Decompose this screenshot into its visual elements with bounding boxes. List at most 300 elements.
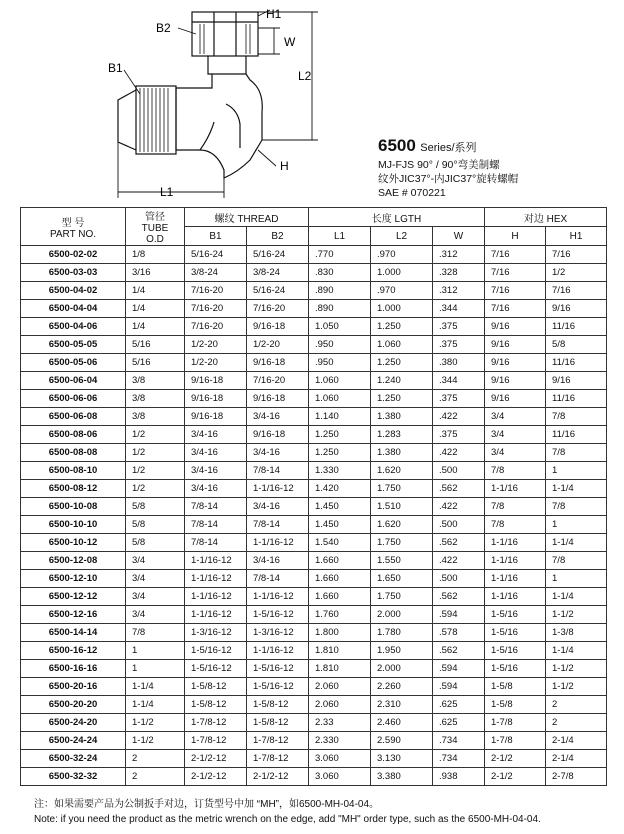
table-row bbox=[21, 678, 607, 696]
table-cell: 1-7/8-12 bbox=[247, 750, 309, 768]
part-number-cell: 6500-08-08 bbox=[21, 444, 126, 462]
table-cell: .422 bbox=[433, 552, 485, 570]
table-cell: 1-5/8-12 bbox=[247, 714, 309, 732]
table-cell: .970 bbox=[371, 246, 433, 264]
table-cell: 7/8 bbox=[546, 444, 607, 462]
table-cell: 1.250 bbox=[371, 354, 433, 372]
table-cell: 3/4-16 bbox=[247, 552, 309, 570]
note-en: Note: if you need the product as the metric wrench on the edge, add "MH" order type, such as the 6500-MH-04-04. bbox=[34, 814, 541, 825]
table-cell: 1.810 bbox=[309, 642, 371, 660]
table-row bbox=[21, 264, 607, 282]
table-cell: 1/8 bbox=[126, 246, 185, 264]
table-row bbox=[21, 696, 607, 714]
part-number-cell: 6500-12-16 bbox=[21, 606, 126, 624]
table-cell: 2-1/2 bbox=[485, 750, 546, 768]
table-cell: 1.240 bbox=[371, 372, 433, 390]
table-cell: 7/16-20 bbox=[247, 300, 309, 318]
table-cell: 7/8 bbox=[485, 462, 546, 480]
table-cell: 3/4 bbox=[126, 588, 185, 606]
header-b2: B2 bbox=[247, 227, 309, 246]
table-row bbox=[21, 300, 607, 318]
part-number-cell: 6500-10-10 bbox=[21, 516, 126, 534]
table-cell: 7/16-20 bbox=[185, 318, 247, 336]
table-cell: 9/16 bbox=[485, 390, 546, 408]
table-cell: .625 bbox=[433, 714, 485, 732]
table-cell: 1-1/4 bbox=[546, 480, 607, 498]
table-cell: 1-7/8-12 bbox=[185, 714, 247, 732]
table-cell: 1-7/8 bbox=[485, 714, 546, 732]
table-cell: 1/2 bbox=[126, 444, 185, 462]
table-cell: 3.060 bbox=[309, 768, 371, 786]
table-cell: 1-1/16 bbox=[485, 552, 546, 570]
table-cell: 1-3/16-12 bbox=[185, 624, 247, 642]
label-l2: L2 bbox=[298, 69, 312, 83]
series-title bbox=[378, 136, 477, 156]
table-cell: 7/8-14 bbox=[185, 498, 247, 516]
table-row bbox=[21, 372, 607, 390]
table-cell: .594 bbox=[433, 678, 485, 696]
part-number-cell: 6500-04-02 bbox=[21, 282, 126, 300]
table-cell: 7/8 bbox=[485, 516, 546, 534]
part-number-cell: 6500-16-16 bbox=[21, 660, 126, 678]
table-cell: 1.050 bbox=[309, 318, 371, 336]
table-row bbox=[21, 498, 607, 516]
part-number-cell: 6500-20-20 bbox=[21, 696, 126, 714]
table-cell: .890 bbox=[309, 300, 371, 318]
table-cell: 2.310 bbox=[371, 696, 433, 714]
part-number-cell: 6500-04-06 bbox=[21, 318, 126, 336]
table-cell: 3/4 bbox=[485, 426, 546, 444]
table-cell: .830 bbox=[309, 264, 371, 282]
table-row bbox=[21, 480, 607, 498]
table-row bbox=[21, 750, 607, 768]
table-cell: 2-1/2-12 bbox=[247, 768, 309, 786]
part-number-cell: 6500-05-05 bbox=[21, 336, 126, 354]
table-cell: 2-1/2-12 bbox=[185, 750, 247, 768]
table-cell: 3/4-16 bbox=[247, 444, 309, 462]
table-cell: 1.250 bbox=[309, 426, 371, 444]
table-cell: 1/2 bbox=[126, 426, 185, 444]
table-cell: .375 bbox=[433, 318, 485, 336]
part-number-cell: 6500-12-12 bbox=[21, 588, 126, 606]
label-h1: H1 bbox=[266, 7, 282, 21]
table-cell: 1.250 bbox=[371, 318, 433, 336]
description-line-3: SAE # 070221 bbox=[378, 187, 446, 199]
table-cell: 1-1/2 bbox=[546, 606, 607, 624]
table-cell: 3/8 bbox=[126, 408, 185, 426]
table-cell: 1/2 bbox=[546, 264, 607, 282]
table-cell: .312 bbox=[433, 282, 485, 300]
table-cell: 1.650 bbox=[371, 570, 433, 588]
table-cell: .562 bbox=[433, 480, 485, 498]
note-cn: 注：如果需要产品为公制扳手对边，订货型号中加 “MH”，如6500-MH-04-04。 bbox=[34, 799, 380, 810]
table-cell: 9/16 bbox=[485, 354, 546, 372]
table-row bbox=[21, 318, 607, 336]
table-cell: 3/4-16 bbox=[185, 426, 247, 444]
label-b2: B2 bbox=[156, 21, 171, 35]
table-cell: 5/8 bbox=[126, 498, 185, 516]
table-cell: 1/2-20 bbox=[185, 336, 247, 354]
table-cell: 1-1/16-12 bbox=[247, 588, 309, 606]
table-cell: 7/16 bbox=[485, 264, 546, 282]
table-cell: 2.060 bbox=[309, 678, 371, 696]
table-cell: 1-5/16 bbox=[485, 642, 546, 660]
table-cell: 1-1/16-12 bbox=[247, 480, 309, 498]
table-cell: .734 bbox=[433, 732, 485, 750]
table-cell: .950 bbox=[309, 336, 371, 354]
table-cell: 2.060 bbox=[309, 696, 371, 714]
table-cell: 9/16 bbox=[546, 372, 607, 390]
table-cell: 1.510 bbox=[371, 498, 433, 516]
table-cell: 1-5/8-12 bbox=[247, 696, 309, 714]
header-part-cn: 型 号 bbox=[61, 217, 85, 229]
table-cell: 1.380 bbox=[371, 408, 433, 426]
table-row bbox=[21, 426, 607, 444]
table-cell: .375 bbox=[433, 426, 485, 444]
table-cell: 3/4-16 bbox=[247, 408, 309, 426]
table-cell: .562 bbox=[433, 642, 485, 660]
notes bbox=[34, 797, 541, 827]
series-suffix: Series/系列 bbox=[420, 142, 477, 154]
table-cell: 1.660 bbox=[309, 552, 371, 570]
table-cell: 7/8 bbox=[485, 498, 546, 516]
part-number-cell: 6500-24-24 bbox=[21, 732, 126, 750]
spec-table bbox=[20, 207, 607, 786]
table-cell: 1.800 bbox=[309, 624, 371, 642]
table-cell: 3/4 bbox=[126, 606, 185, 624]
part-number-cell: 6500-04-04 bbox=[21, 300, 126, 318]
table-cell: 1.140 bbox=[309, 408, 371, 426]
table-cell: 3/8-24 bbox=[247, 264, 309, 282]
table-cell: 7/8 bbox=[546, 408, 607, 426]
table-cell: 1-5/8 bbox=[485, 696, 546, 714]
table-cell: .734 bbox=[433, 750, 485, 768]
table-cell: 3/4-16 bbox=[247, 498, 309, 516]
table-cell: 1.760 bbox=[309, 606, 371, 624]
table-cell: 1.750 bbox=[371, 534, 433, 552]
table-cell: 11/16 bbox=[546, 354, 607, 372]
table-cell: 2 bbox=[126, 750, 185, 768]
table-cell: 11/16 bbox=[546, 426, 607, 444]
table-cell: 1-1/16 bbox=[485, 534, 546, 552]
table-cell: 9/16-18 bbox=[247, 354, 309, 372]
table-cell: 5/8 bbox=[126, 516, 185, 534]
table-cell: 1-1/2 bbox=[546, 678, 607, 696]
label-h: H bbox=[280, 159, 289, 173]
table-cell: 3/4 bbox=[485, 444, 546, 462]
table-cell: 1-1/16-12 bbox=[185, 552, 247, 570]
table-cell: 2-1/2-12 bbox=[185, 768, 247, 786]
table-cell: .312 bbox=[433, 246, 485, 264]
swivel-nut-hex bbox=[192, 12, 258, 56]
table-row bbox=[21, 570, 607, 588]
table-cell: .375 bbox=[433, 336, 485, 354]
part-number-cell: 6500-16-12 bbox=[21, 642, 126, 660]
table-cell: 1-1/16 bbox=[485, 570, 546, 588]
table-cell: .375 bbox=[433, 390, 485, 408]
part-number-cell: 6500-10-08 bbox=[21, 498, 126, 516]
table-cell: 1.950 bbox=[371, 642, 433, 660]
table-row bbox=[21, 624, 607, 642]
table-cell: 1.810 bbox=[309, 660, 371, 678]
table-cell: 1.000 bbox=[371, 264, 433, 282]
table-cell: .344 bbox=[433, 300, 485, 318]
table-cell: 9/16 bbox=[485, 318, 546, 336]
table-cell: 3.380 bbox=[371, 768, 433, 786]
table-row bbox=[21, 462, 607, 480]
label-l1: L1 bbox=[160, 185, 174, 199]
table-cell: 1-5/16-12 bbox=[185, 642, 247, 660]
header-thread: 螺纹 THREAD bbox=[185, 208, 309, 227]
table-cell: 7/16-20 bbox=[247, 372, 309, 390]
table-cell: 7/16-20 bbox=[185, 282, 247, 300]
table-cell: 3/4 bbox=[126, 552, 185, 570]
table-cell: 1-1/16 bbox=[485, 480, 546, 498]
table-cell: 7/8-14 bbox=[185, 534, 247, 552]
table-cell: 5/16-24 bbox=[247, 282, 309, 300]
table-cell: 5/16 bbox=[126, 336, 185, 354]
table-cell: .594 bbox=[433, 660, 485, 678]
part-number-cell: 6500-12-08 bbox=[21, 552, 126, 570]
table-row bbox=[21, 732, 607, 750]
table-cell: 11/16 bbox=[546, 318, 607, 336]
part-number-cell: 6500-06-08 bbox=[21, 408, 126, 426]
table-cell: 7/8 bbox=[546, 498, 607, 516]
table-cell: 1-1/16-12 bbox=[185, 570, 247, 588]
table-row bbox=[21, 246, 607, 264]
label-w: W bbox=[284, 35, 296, 49]
table-cell: 9/16-18 bbox=[185, 372, 247, 390]
table-cell: .970 bbox=[371, 282, 433, 300]
table-cell: .950 bbox=[309, 354, 371, 372]
table-cell: .938 bbox=[433, 768, 485, 786]
table-cell: .890 bbox=[309, 282, 371, 300]
part-number-cell: 6500-06-06 bbox=[21, 390, 126, 408]
table-cell: 1.250 bbox=[309, 444, 371, 462]
table-cell: 1-3/8 bbox=[546, 624, 607, 642]
table-cell: 7/16 bbox=[485, 282, 546, 300]
table-row bbox=[21, 660, 607, 678]
table-cell: 1-1/4 bbox=[126, 696, 185, 714]
part-number-cell: 6500-08-12 bbox=[21, 480, 126, 498]
table-cell: 1/2 bbox=[126, 462, 185, 480]
table-cell: 1.750 bbox=[371, 588, 433, 606]
part-number-cell: 6500-14-14 bbox=[21, 624, 126, 642]
table-cell: 1-1/4 bbox=[546, 534, 607, 552]
table-cell: 1-1/16 bbox=[485, 588, 546, 606]
table-cell: 1-5/8 bbox=[485, 678, 546, 696]
table-cell: 7/8-14 bbox=[247, 516, 309, 534]
table-cell: 7/8 bbox=[126, 624, 185, 642]
table-cell: .562 bbox=[433, 588, 485, 606]
table-cell: 5/8 bbox=[546, 336, 607, 354]
table-cell: .500 bbox=[433, 516, 485, 534]
table-cell: 2 bbox=[546, 714, 607, 732]
table-cell: .422 bbox=[433, 498, 485, 516]
part-number-cell: 6500-20-16 bbox=[21, 678, 126, 696]
table-cell: 1/4 bbox=[126, 300, 185, 318]
part-number-cell: 6500-32-32 bbox=[21, 768, 126, 786]
table-cell: 3/4 bbox=[126, 570, 185, 588]
table-cell: 1.060 bbox=[309, 390, 371, 408]
table-row bbox=[21, 336, 607, 354]
table-cell: 1.450 bbox=[309, 516, 371, 534]
table-cell: 1-1/16-12 bbox=[185, 588, 247, 606]
table-cell: 1-5/16-12 bbox=[247, 660, 309, 678]
header-w: W bbox=[433, 227, 485, 246]
fitting-drawing bbox=[0, 0, 624, 205]
table-cell: 2.260 bbox=[371, 678, 433, 696]
elbow-body bbox=[176, 74, 262, 178]
table-cell: 1-7/8-12 bbox=[185, 732, 247, 750]
description-line-2: 纹外JIC37°-内JIC37°旋转螺帽 bbox=[378, 173, 519, 185]
table-cell: 1-5/8-12 bbox=[185, 696, 247, 714]
table-cell: 3/8 bbox=[126, 372, 185, 390]
part-number-cell: 6500-08-06 bbox=[21, 426, 126, 444]
part-number-cell: 6500-24-20 bbox=[21, 714, 126, 732]
table-cell: 1-5/16-12 bbox=[185, 660, 247, 678]
table-cell: 1-1/16-12 bbox=[185, 606, 247, 624]
table-cell: 1-1/16-12 bbox=[247, 534, 309, 552]
table-row bbox=[21, 534, 607, 552]
table-cell: 2.590 bbox=[371, 732, 433, 750]
table-cell: 1-7/8 bbox=[485, 732, 546, 750]
table-cell: 7/8 bbox=[546, 552, 607, 570]
table-row bbox=[21, 606, 607, 624]
header-b1: B1 bbox=[185, 227, 247, 246]
header-tube-cn: 管径 bbox=[145, 212, 165, 223]
table-cell: 1-5/16-12 bbox=[247, 606, 309, 624]
table-cell: 2-7/8 bbox=[546, 768, 607, 786]
table-cell: 3/4 bbox=[485, 408, 546, 426]
table-cell: 2.000 bbox=[371, 606, 433, 624]
header-tube-od bbox=[126, 208, 185, 246]
header-part-en: PART NO. bbox=[49, 228, 97, 240]
table-cell: 1.620 bbox=[371, 462, 433, 480]
header-l2: L2 bbox=[371, 227, 433, 246]
table-cell: 1.330 bbox=[309, 462, 371, 480]
table-cell: 1.660 bbox=[309, 588, 371, 606]
table-cell: 1/4 bbox=[126, 318, 185, 336]
table-cell: 2-1/2 bbox=[485, 768, 546, 786]
table-cell: 1.550 bbox=[371, 552, 433, 570]
table-cell: 1-5/16 bbox=[485, 606, 546, 624]
table-cell: 7/16-20 bbox=[185, 300, 247, 318]
table-cell: 1.283 bbox=[371, 426, 433, 444]
table-cell: 1 bbox=[546, 462, 607, 480]
table-cell: 3/4-16 bbox=[185, 462, 247, 480]
table-cell: 1-7/8-12 bbox=[247, 732, 309, 750]
table-cell: .422 bbox=[433, 444, 485, 462]
table-cell: 2.330 bbox=[309, 732, 371, 750]
table-cell: 1-1/2 bbox=[126, 732, 185, 750]
table-cell: 9/16 bbox=[485, 372, 546, 390]
table-cell: 1 bbox=[546, 570, 607, 588]
table-cell: .328 bbox=[433, 264, 485, 282]
label-b1: B1 bbox=[108, 61, 123, 75]
header-length: 长度 LGTH bbox=[309, 208, 485, 227]
table-cell: .625 bbox=[433, 696, 485, 714]
table-cell: 1-1/16-12 bbox=[247, 642, 309, 660]
table-row bbox=[21, 642, 607, 660]
table-cell: 1-1/2 bbox=[546, 660, 607, 678]
table-cell: 2-1/4 bbox=[546, 750, 607, 768]
nut-neck bbox=[208, 56, 246, 74]
header-l1: L1 bbox=[309, 227, 371, 246]
table-cell: 1.620 bbox=[371, 516, 433, 534]
table-cell: 3/8 bbox=[126, 390, 185, 408]
table-cell: 1.750 bbox=[371, 480, 433, 498]
table-cell: 1/2-20 bbox=[185, 354, 247, 372]
table-cell: .594 bbox=[433, 606, 485, 624]
table-row bbox=[21, 768, 607, 786]
table-row bbox=[21, 552, 607, 570]
table-cell: 1.660 bbox=[309, 570, 371, 588]
table-cell: 2.460 bbox=[371, 714, 433, 732]
table-cell: 3/4-16 bbox=[185, 480, 247, 498]
description-line-1: MJ-FJS 90° / 90°弯美制螺 bbox=[378, 159, 500, 171]
table-cell: 5/16 bbox=[126, 354, 185, 372]
table-cell: 1.060 bbox=[309, 372, 371, 390]
table-cell: 3/4-16 bbox=[185, 444, 247, 462]
table-cell: 11/16 bbox=[546, 390, 607, 408]
table-cell: 3.060 bbox=[309, 750, 371, 768]
table-cell: 1-5/16-12 bbox=[247, 678, 309, 696]
table-cell: 7/16 bbox=[485, 246, 546, 264]
table-cell: 1/2-20 bbox=[247, 336, 309, 354]
table-cell: 2-1/4 bbox=[546, 732, 607, 750]
table-row bbox=[21, 516, 607, 534]
table-cell: 1.000 bbox=[371, 300, 433, 318]
table-cell: 1.250 bbox=[371, 390, 433, 408]
table-cell: 2 bbox=[546, 696, 607, 714]
table-cell: 1 bbox=[126, 642, 185, 660]
table-row bbox=[21, 354, 607, 372]
table-cell: 7/8-14 bbox=[247, 462, 309, 480]
table-cell: 9/16-18 bbox=[185, 408, 247, 426]
header-part-no bbox=[21, 208, 126, 246]
table-cell: 1-1/4 bbox=[546, 588, 607, 606]
header-tube-en: TUBE O.D bbox=[141, 223, 169, 245]
table-cell: 7/16 bbox=[485, 300, 546, 318]
part-number-cell: 6500-12-10 bbox=[21, 570, 126, 588]
table-cell: 1.780 bbox=[371, 624, 433, 642]
table-cell: 9/16 bbox=[546, 300, 607, 318]
table-cell: 1.540 bbox=[309, 534, 371, 552]
header-hex: 对边 HEX bbox=[485, 208, 607, 227]
table-cell: 7/16 bbox=[546, 282, 607, 300]
table-cell: 7/16 bbox=[546, 246, 607, 264]
table-cell: 1.420 bbox=[309, 480, 371, 498]
table-cell: 5/16-24 bbox=[185, 246, 247, 264]
table-cell: 9/16-18 bbox=[247, 390, 309, 408]
part-number-cell: 6500-05-06 bbox=[21, 354, 126, 372]
table-cell: 1.380 bbox=[371, 444, 433, 462]
table-cell: .422 bbox=[433, 408, 485, 426]
series-number: 6500 bbox=[378, 136, 416, 155]
table-row bbox=[21, 408, 607, 426]
table-cell: 1/2 bbox=[126, 480, 185, 498]
table-cell: 9/16-18 bbox=[247, 318, 309, 336]
table-cell: .380 bbox=[433, 354, 485, 372]
table-cell: 5/16-24 bbox=[247, 246, 309, 264]
table-cell: 2.000 bbox=[371, 660, 433, 678]
table-cell: 3.130 bbox=[371, 750, 433, 768]
part-number-cell: 6500-02-02 bbox=[21, 246, 126, 264]
table-cell: .344 bbox=[433, 372, 485, 390]
table-cell: .562 bbox=[433, 534, 485, 552]
table-row bbox=[21, 282, 607, 300]
